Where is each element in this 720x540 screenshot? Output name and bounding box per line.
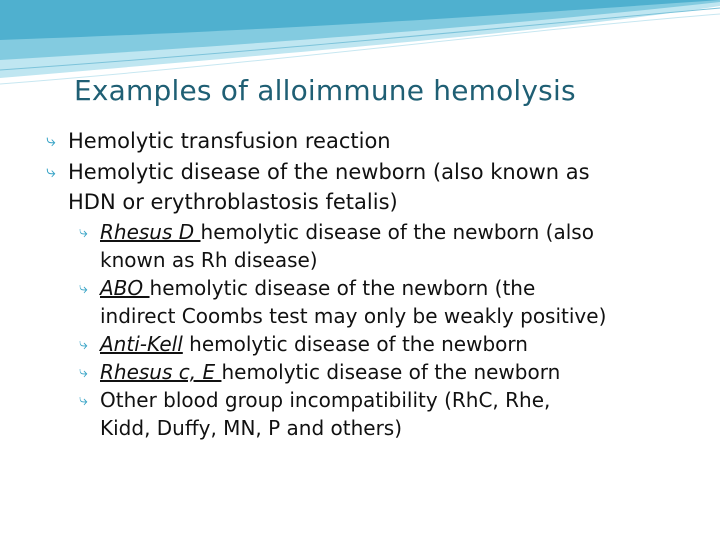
sub-bullet-item (79, 386, 706, 442)
term-label: ABO (100, 276, 150, 300)
sub-bullet-text-continued: known as Rh disease) (100, 248, 318, 272)
sub-bullet-text-continued: Kidd, Duffy, MN, P and others) (100, 416, 403, 440)
curved-arrow-icon: ⤷ (79, 362, 88, 381)
term-label: Rhesus D (100, 220, 201, 244)
curved-arrow-icon: ⤷ (46, 162, 56, 182)
sub-bullet-text: Other blood group incompatibility (Rh (100, 388, 479, 412)
sub-bullet-text: hemolytic disease of the newborn (the (149, 276, 536, 300)
bullet-text: Hemolytic transfusion reaction (68, 129, 391, 153)
sub-bullet-item (79, 218, 706, 274)
term-label: Rhesus c, E (100, 360, 222, 384)
sub-bullet-text: hemolytic disease of the newborn (also (200, 220, 594, 244)
term-label: Anti-Kell (100, 332, 183, 356)
curved-arrow-icon: ⤷ (79, 278, 88, 297)
bullet-text: Hemolytic disease of the newborn (also known as (68, 160, 590, 184)
bullet-item (46, 126, 706, 156)
curved-arrow-icon: ⤷ (79, 334, 88, 353)
bullet-text-continued: HDN or erythroblastosis fetalis) (68, 190, 398, 214)
bullet-list (46, 126, 706, 442)
sub-bullet-item (79, 274, 706, 330)
sub-bullet-text-continued: indirect Coombs test may only be weakly positive) (100, 304, 607, 328)
curved-arrow-icon: ⤷ (46, 131, 56, 151)
slide-title: Examples of alloimmune hemolysis (74, 74, 576, 107)
sub-bullet-text: hemolytic disease of the newborn (221, 360, 561, 384)
sub-bullet-item (79, 330, 706, 358)
bullet-item (46, 157, 706, 217)
sub-bullet-text: hemolytic disease of the newborn (182, 332, 528, 356)
sub-bullet-text-end: C, Rhe, (478, 388, 551, 412)
sub-bullet-item (79, 358, 706, 386)
curved-arrow-icon: ⤷ (79, 390, 88, 409)
curved-arrow-icon: ⤷ (79, 222, 88, 241)
